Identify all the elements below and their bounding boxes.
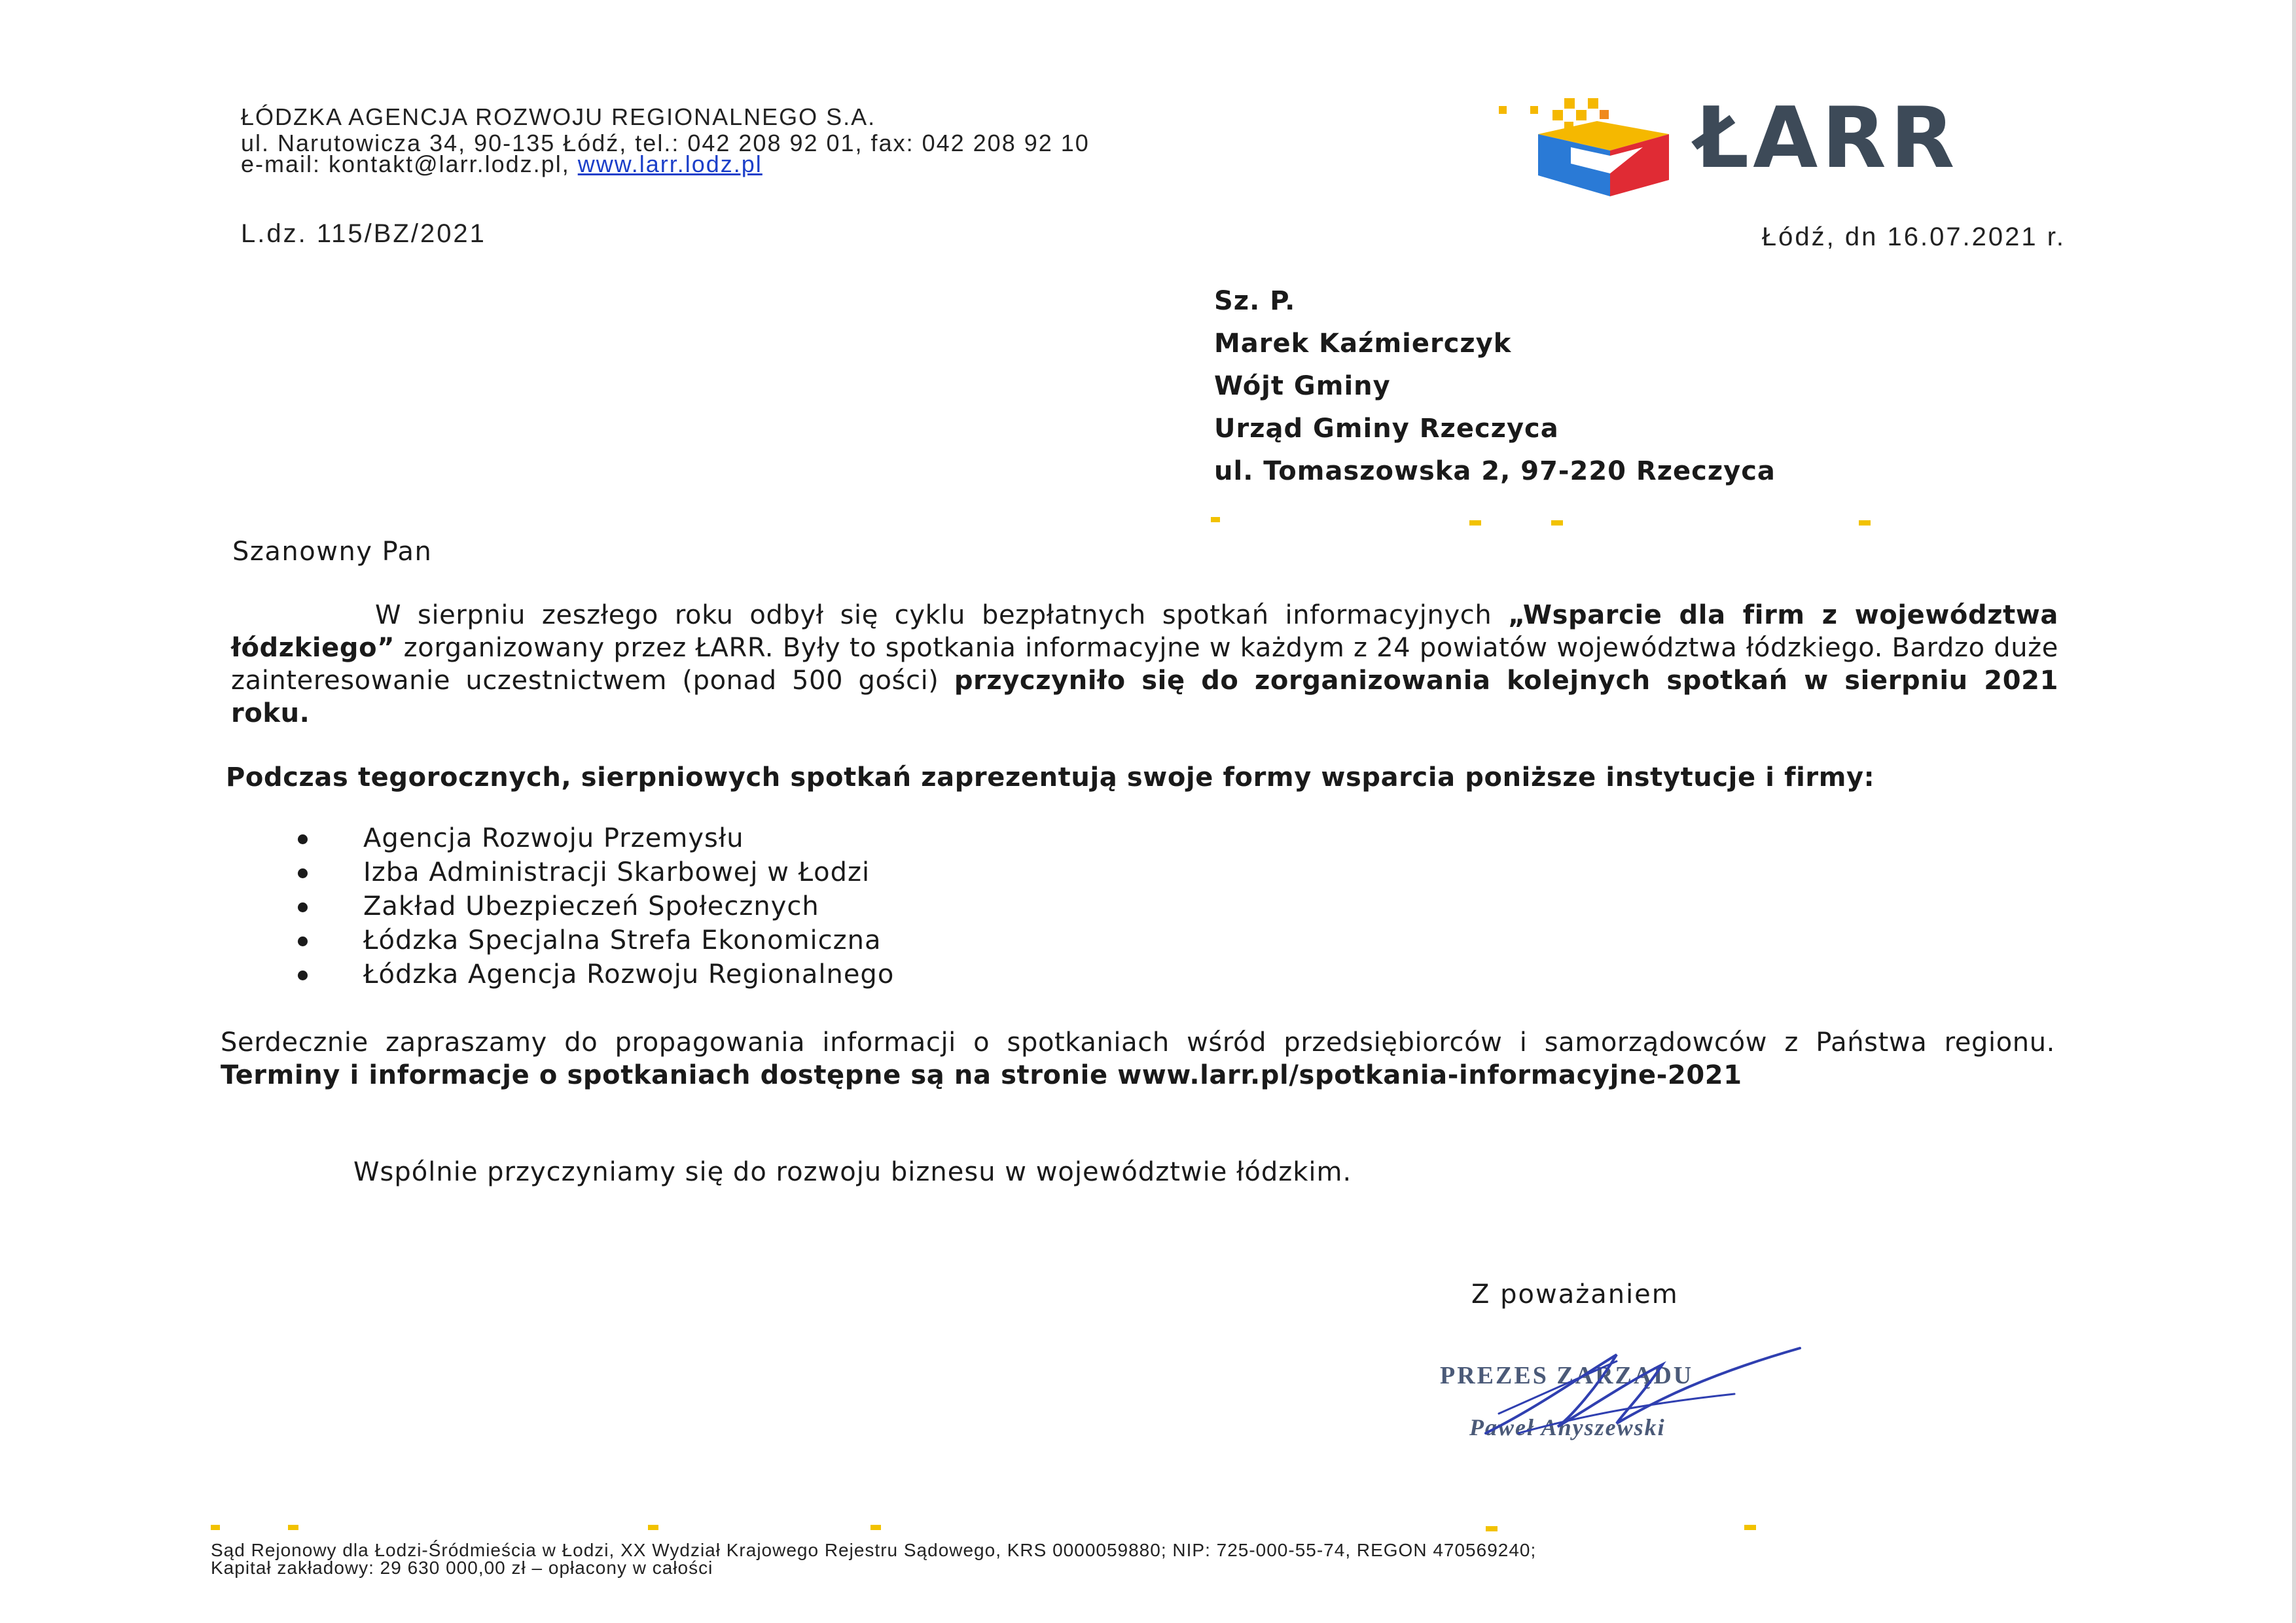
stamp-title: PREZES ZARZĄDU (1440, 1362, 1694, 1389)
list-item (295, 957, 894, 991)
paragraph-3-text-b: Terminy i informacje o spotkaniach dostępne są na stronie www.larr.pl/spotkania-informacyjne-2021 (221, 1060, 1742, 1090)
recipient-name: Marek Kaźmierczyk (1214, 329, 1512, 359)
stamp-name: Paweł Anyszewski (1469, 1414, 1666, 1440)
list-item (295, 889, 894, 923)
paragraph-4: Wspólnie przyczyniamy się do rozwoju biznesu w województwie łódzkim. (353, 1157, 1352, 1187)
recipient-title: Wójt Gminy (1214, 371, 1391, 401)
bullet-icon (298, 971, 308, 980)
footer-capital: Kapitał zakładowy: 29 630 000,00 zł – opłacony w całości (211, 1558, 713, 1578)
reference-number: L.dz. 115/BZ/2021 (241, 219, 486, 248)
closing: Z poważaniem (1471, 1279, 1679, 1310)
larr-logo-text: ŁARR (1695, 90, 1959, 187)
recipient-salutation: Sz. P. (1214, 286, 1296, 316)
greeting: Szanowny Pan (232, 537, 433, 567)
bullet-icon (298, 902, 308, 912)
paragraph-1-text-a: W sierpniu zeszłego roku odbył się cyklu bezpłatnych spotkań informacyjnych (375, 600, 1509, 630)
paragraph-1 (231, 599, 2058, 730)
list-item (295, 923, 894, 957)
org-email: e-mail: kontakt@larr.lodz.pl, (241, 151, 578, 177)
paragraph-2-text: Podczas tegorocznych, sierpniowych spotkań zaprezentują swoje formy wsparcia poniższe instytucje i firmy: (226, 762, 1875, 793)
recipient-address: ul. Tomaszowska 2, 97-220 Rzeczyca (1214, 456, 1776, 486)
signature-icon (1460, 1335, 1826, 1446)
institutions-list (295, 821, 894, 991)
paragraph-1-event-name: „Wsparcie dla firm z województwa łódzkiego” (231, 600, 2058, 663)
list-item-label: Izba Administracji Skarbowej w Łodzi (363, 857, 870, 887)
recipient-office: Urząd Gminy Rzeczyca (1214, 414, 1559, 444)
bullet-icon (298, 834, 308, 844)
bullet-icon (298, 936, 308, 946)
paragraph-3-text-a: Serdecznie zapraszamy do propagowania informacji o spotkaniach wśród przedsiębiorców i samorządowców z Państwa regionu. (221, 1027, 2055, 1058)
place-date: Łódź, dn 16.07.2021 r. (1761, 223, 2066, 251)
bullet-icon (298, 868, 308, 878)
org-address: ul. Narutowicza 34, 90-135 Łódź, tel.: 042 208 92 01, fax: 042 208 92 10 (241, 130, 1090, 156)
list-item (295, 855, 894, 889)
footer-registry: Sąd Rejonowy dla Łodzi-Śródmieścia w Łodzi, XX Wydział Krajowego Rejestru Sądowego, KRS 0000059880; NIP: 725-000-55-74, REGON 470569240; (211, 1540, 1537, 1560)
list-item-label: Łódzka Agencja Rozwoju Regionalnego (363, 959, 895, 990)
list-item-label: Łódzka Specjalna Strefa Ekonomiczna (363, 925, 882, 955)
org-name: ŁÓDZKA AGENCJA ROZWOJU REGIONALNEGO S.A. (241, 103, 876, 130)
list-item-label: Agencja Rozwoju Przemysłu (363, 823, 744, 853)
paragraph-2 (226, 761, 2056, 794)
paragraph-1-text-c: przyczyniło się do zorganizowania kolejnych spotkań w sierpniu 2021 roku. (231, 666, 2058, 728)
list-item (295, 821, 894, 855)
paragraph-3 (221, 1026, 2055, 1092)
paragraph-1-text-b: zorganizowany przez ŁARR. Były to spotkania informacyjne w każdym z 24 powiatów województwa łódzkiego. Bardzo duże zainteresowanie uczestnictwem (ponad 500 gości) (231, 633, 2058, 696)
org-website-link[interactable]: www.larr.lodz.pl (577, 151, 762, 177)
list-item-label: Zakład Ubezpieczeń Społecznych (363, 891, 819, 921)
scan-edge (2292, 0, 2296, 1623)
org-contact (241, 151, 762, 178)
